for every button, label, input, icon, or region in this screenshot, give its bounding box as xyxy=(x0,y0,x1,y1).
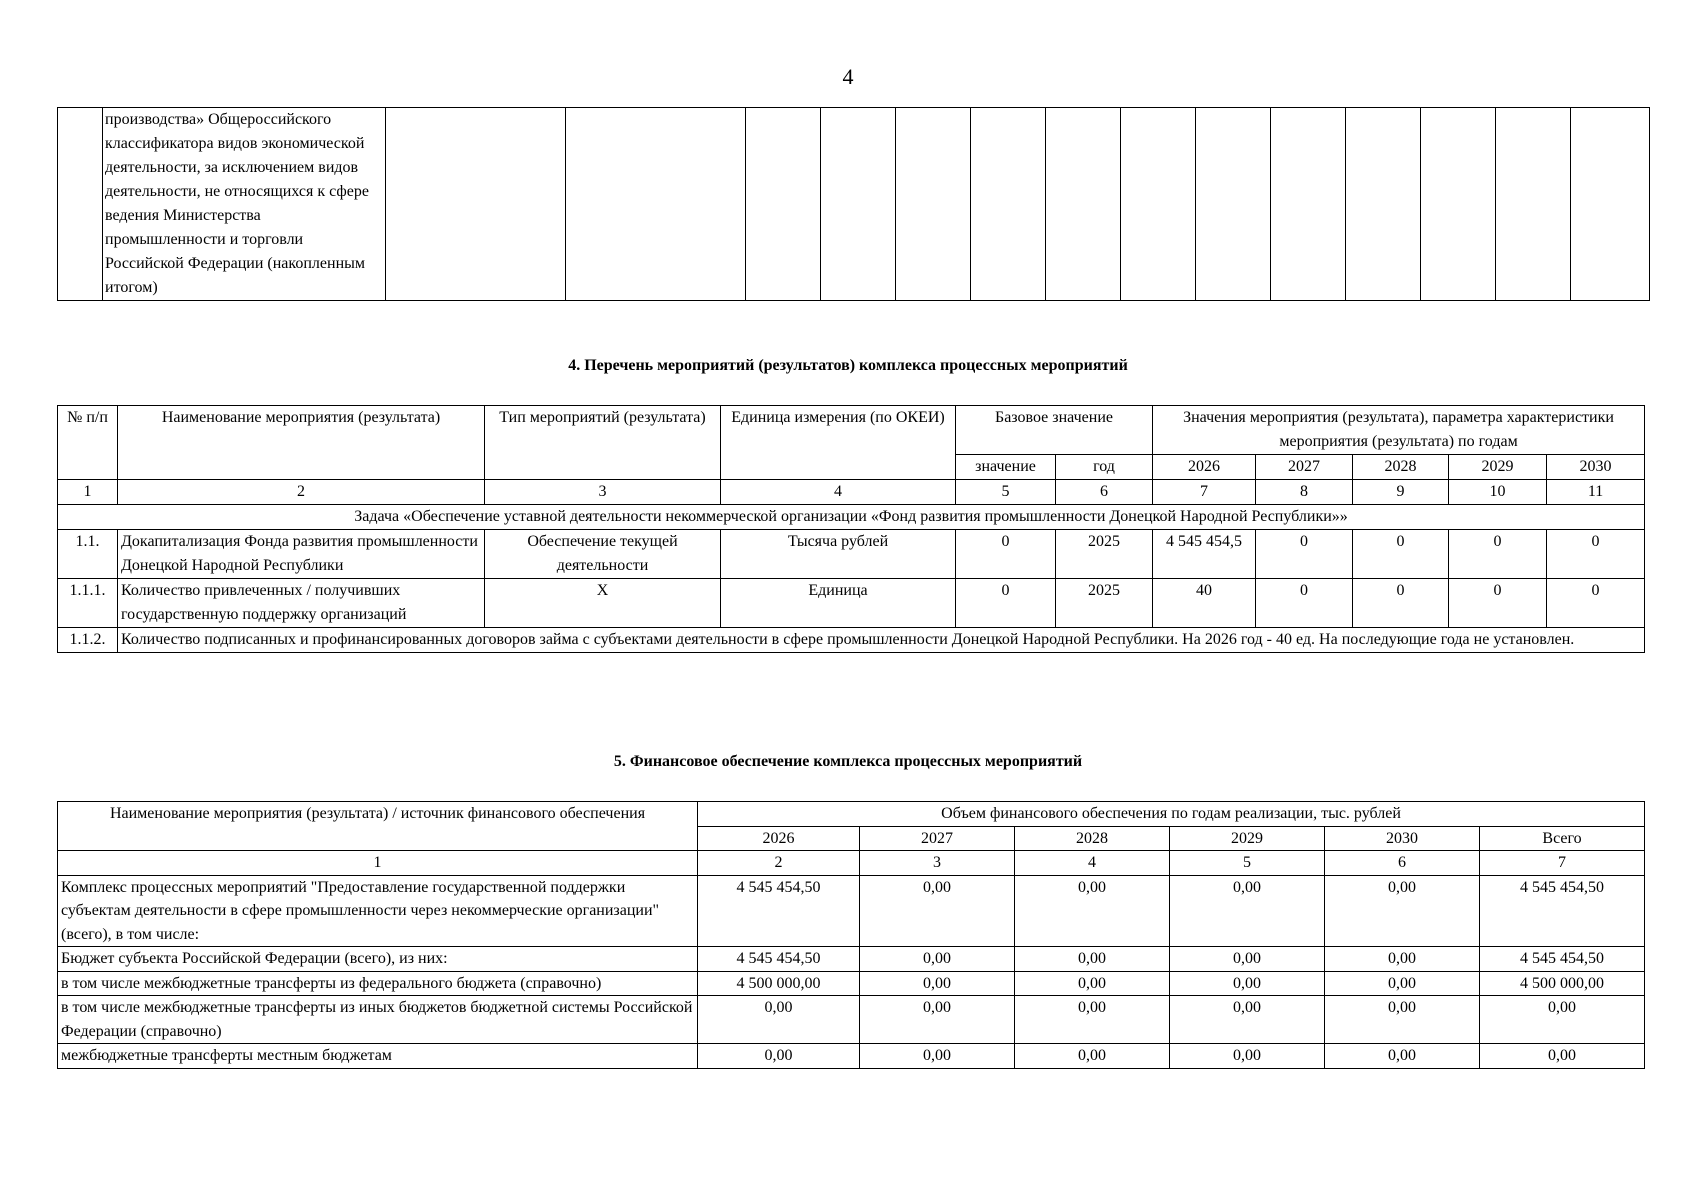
row-num: 1.1.2. xyxy=(58,628,118,653)
column-number: 5 xyxy=(1170,851,1325,876)
row-name: Комплекс процессных мероприятий "Предоставление государственной поддержки субъектам деятельности в сфере промышленности через некоммерческие организации" (всего), в том числе: xyxy=(58,875,698,947)
row-value: 0,00 xyxy=(1015,947,1170,972)
header-year: 2027 xyxy=(860,826,1015,851)
table-row xyxy=(58,875,1645,947)
row-base-year: 2025 xyxy=(1056,579,1153,628)
row-value: 0 xyxy=(1256,579,1353,628)
cell xyxy=(1421,108,1496,301)
column-number: 4 xyxy=(721,480,956,505)
row-value: 0 xyxy=(1353,530,1449,579)
row-type: Обеспечение текущей деятельности xyxy=(485,530,721,579)
row-name: межбюджетные трансферты местным бюджетам xyxy=(58,1044,698,1069)
row-value: 0,00 xyxy=(1325,1044,1480,1069)
header-num: № п/п xyxy=(58,406,118,480)
header-year: 2030 xyxy=(1547,455,1645,480)
column-number: 7 xyxy=(1153,480,1256,505)
table-row xyxy=(58,530,1645,579)
header-year: 2026 xyxy=(1153,455,1256,480)
row-value: 40 xyxy=(1153,579,1256,628)
cell xyxy=(1571,108,1650,301)
cell xyxy=(1271,108,1346,301)
column-number: 8 xyxy=(1256,480,1353,505)
cell xyxy=(1196,108,1271,301)
row-type: X xyxy=(485,579,721,628)
row-value: 0,00 xyxy=(1015,996,1170,1044)
row-total: 4 500 000,00 xyxy=(1480,971,1645,996)
header-type: Тип мероприятий (результата) xyxy=(485,406,721,480)
column-number: 10 xyxy=(1449,480,1547,505)
row-name: в том числе межбюджетные трансферты из федерального бюджета (справочно) xyxy=(58,971,698,996)
row-num: 1.1.1. xyxy=(58,579,118,628)
cell xyxy=(1121,108,1196,301)
table-row xyxy=(58,996,1645,1044)
row-value: 4 545 454,50 xyxy=(698,947,860,972)
row-base-year: 2025 xyxy=(1056,530,1153,579)
row-total: 0,00 xyxy=(1480,996,1645,1044)
header-base-value: значение xyxy=(956,455,1056,480)
row-value: 0,00 xyxy=(1015,875,1170,947)
row-value: 0,00 xyxy=(1170,1044,1325,1069)
row-total: 0,00 xyxy=(1480,1044,1645,1069)
header-total: Всего xyxy=(1480,826,1645,851)
row-unit: Единица xyxy=(721,579,956,628)
table-row xyxy=(58,947,1645,972)
cell xyxy=(1346,108,1421,301)
row-name: Бюджет субъекта Российской Федерации (всего), из них: xyxy=(58,947,698,972)
column-number: 2 xyxy=(118,480,485,505)
column-number: 6 xyxy=(1056,480,1153,505)
cell xyxy=(386,108,566,301)
row-value: 0,00 xyxy=(698,1044,860,1069)
row-value: 0,00 xyxy=(1325,971,1480,996)
row-value: 0,00 xyxy=(1015,971,1170,996)
column-number: 3 xyxy=(860,851,1015,876)
row-value: 0,00 xyxy=(1325,996,1480,1044)
row-value: 0,00 xyxy=(860,996,1015,1044)
header-year: 2028 xyxy=(1353,455,1449,480)
cell xyxy=(566,108,746,301)
row-name: Докапитализация Фонда развития промышленности Донецкой Народной Республики xyxy=(118,530,485,579)
column-number: 6 xyxy=(1325,851,1480,876)
column-number: 5 xyxy=(956,480,1056,505)
row-note: Количество подписанных и профинансированных договоров займа с субъектами деятельности в сфере промышленности Донецкой Народной Республики. На 2026 год - 40 ед. На последующие года не установлен. xyxy=(118,628,1645,653)
row-value: 0 xyxy=(1449,579,1547,628)
section-4-title: 4. Перечень мероприятий (результатов) комплекса процессных мероприятий xyxy=(568,357,1128,374)
column-number: 2 xyxy=(698,851,860,876)
header-name: Наименование мероприятия (результата) / источник финансового обеспечения xyxy=(58,802,698,851)
row-value: 0,00 xyxy=(1170,971,1325,996)
cell xyxy=(746,108,821,301)
financing-table xyxy=(57,801,1645,1069)
column-number: 1 xyxy=(58,480,118,505)
row-value: 4 545 454,50 xyxy=(698,875,860,947)
row-value: 0,00 xyxy=(1325,875,1480,947)
cell xyxy=(971,108,1046,301)
row-value: 0 xyxy=(1256,530,1353,579)
table-row xyxy=(58,1044,1645,1069)
header-year: 2029 xyxy=(1170,826,1325,851)
page-number: 4 xyxy=(842,64,854,89)
row-unit: Тысяча рублей xyxy=(721,530,956,579)
task-row: Задача «Обеспечение уставной деятельности некоммерческой организации «Фонд развития промышленности Донецкой Народной Республики»» xyxy=(58,505,1645,530)
column-number: 1 xyxy=(58,851,698,876)
row-value: 0 xyxy=(1449,530,1547,579)
header-year: 2028 xyxy=(1015,826,1170,851)
column-number: 7 xyxy=(1480,851,1645,876)
row-value: 0,00 xyxy=(860,971,1015,996)
row-value: 0 xyxy=(1547,530,1645,579)
section-5-title: 5. Финансовое обеспечение комплекса процессных мероприятий xyxy=(613,753,1083,770)
cell xyxy=(1046,108,1121,301)
cell xyxy=(1496,108,1571,301)
header-year: 2026 xyxy=(698,826,860,851)
row-value: 0 xyxy=(1353,579,1449,628)
row-value: 0,00 xyxy=(860,947,1015,972)
column-number: 3 xyxy=(485,480,721,505)
header-values: Значения мероприятия (результата), параметра характеристики мероприятия (результата) по годам xyxy=(1153,406,1645,455)
header-volume: Объем финансового обеспечения по годам реализации, тыс. рублей xyxy=(698,802,1645,827)
table-row xyxy=(58,971,1645,996)
cell xyxy=(896,108,971,301)
row-name: Количество привлеченных / получивших государственную поддержку организаций xyxy=(118,579,485,628)
row-value: 4 500 000,00 xyxy=(698,971,860,996)
row-value: 4 545 454,5 xyxy=(1153,530,1256,579)
column-number: 11 xyxy=(1547,480,1645,505)
row-value: 0,00 xyxy=(1170,996,1325,1044)
measures-table xyxy=(57,405,1645,653)
header-year: 2030 xyxy=(1325,826,1480,851)
row-value: 0,00 xyxy=(698,996,860,1044)
row-value: 0,00 xyxy=(1170,947,1325,972)
row-value: 0,00 xyxy=(1170,875,1325,947)
header-base: Базовое значение xyxy=(956,406,1153,455)
header-name: Наименование мероприятия (результата) xyxy=(118,406,485,480)
table-row xyxy=(58,628,1645,653)
header-base-year: год xyxy=(1056,455,1153,480)
row-total: 4 545 454,50 xyxy=(1480,875,1645,947)
header-year: 2027 xyxy=(1256,455,1353,480)
indicator-name: производства» Общероссийского классификатора видов экономической деятельности, за исключением видов деятельности, не относящихся к сфере ведения Министерства промышленности и торговли Российской Федерации (накопленным итогом) xyxy=(103,108,386,301)
row-total: 4 545 454,50 xyxy=(1480,947,1645,972)
row-value: 0,00 xyxy=(1325,947,1480,972)
header-unit: Единица измерения (по ОКЕИ) xyxy=(721,406,956,480)
row-value: 0,00 xyxy=(860,875,1015,947)
indicators-continuation-table xyxy=(57,107,1650,301)
row-value: 0,00 xyxy=(860,1044,1015,1069)
row-value: 0,00 xyxy=(1015,1044,1170,1069)
column-number: 4 xyxy=(1015,851,1170,876)
row-base-value: 0 xyxy=(956,530,1056,579)
cell xyxy=(821,108,896,301)
row-num: 1.1. xyxy=(58,530,118,579)
table-row xyxy=(58,579,1645,628)
cell xyxy=(58,108,103,301)
row-name: в том числе межбюджетные трансферты из иных бюджетов бюджетной системы Российской Федерации (справочно) xyxy=(58,996,698,1044)
row-base-value: 0 xyxy=(956,579,1056,628)
column-number: 9 xyxy=(1353,480,1449,505)
header-year: 2029 xyxy=(1449,455,1547,480)
row-value: 0 xyxy=(1547,579,1645,628)
